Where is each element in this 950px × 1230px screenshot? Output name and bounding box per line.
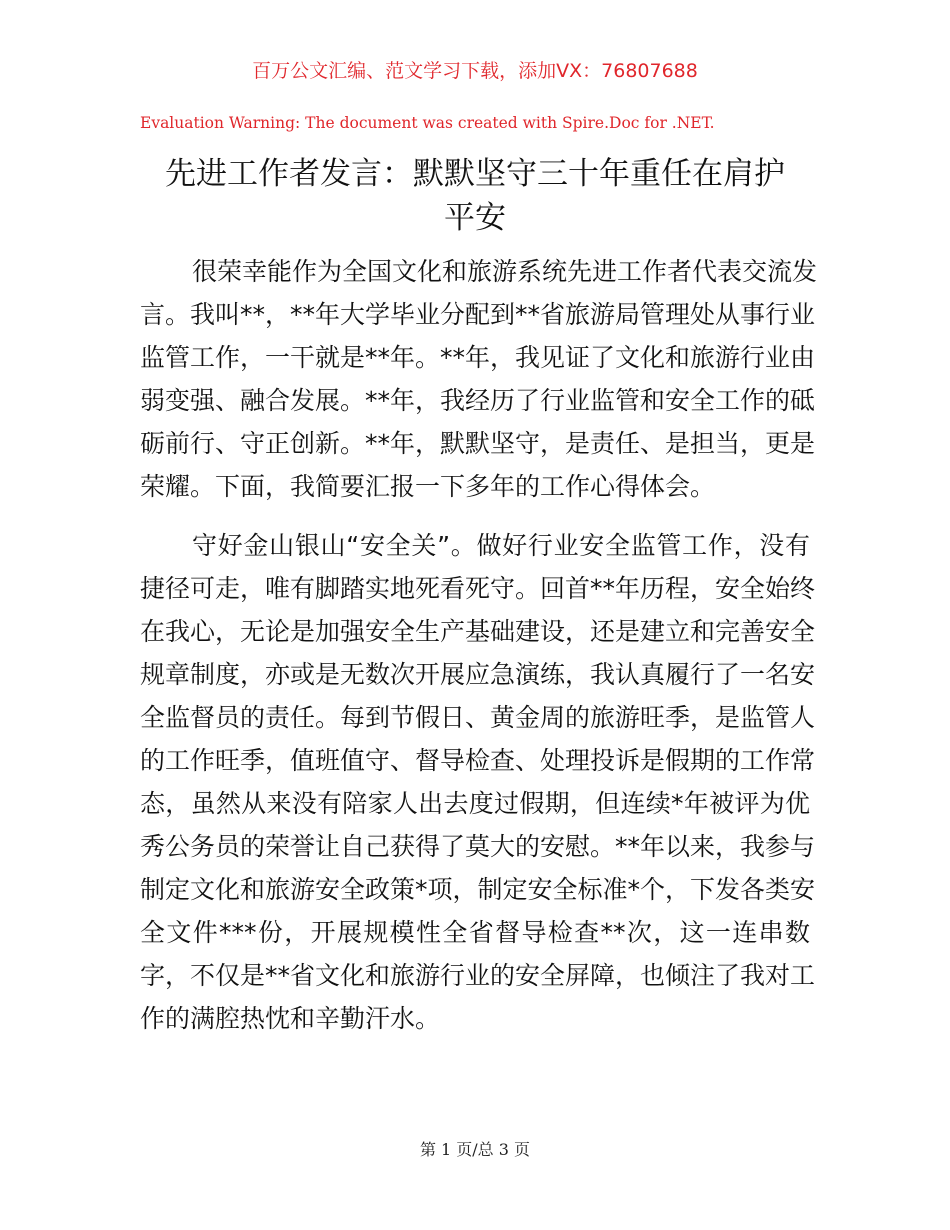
text-line: 砺前行、守正创新。**年，默默坚守，是责任、是担当，更是 bbox=[140, 429, 816, 458]
evaluation-warning: Evaluation Warning: The document was created with Spire.Doc for .NET. bbox=[140, 114, 715, 132]
page-number: 第 1 页/总 3 页 bbox=[419, 1140, 531, 1159]
text-line: 弱变强、融合发展。**年，我经历了行业监管和安全工作的砥 bbox=[140, 386, 816, 415]
title-line: 平安 bbox=[444, 200, 506, 236]
text-line: 态，虽然从来没有陪家人出去度过假期，但连续*年被评为优 bbox=[140, 789, 810, 818]
text-line: 全文件***份，开展规模性全省督导检查**次，这一连串数 bbox=[140, 918, 810, 947]
text-line: 捷径可走，唯有脚踏实地死看死守。回首**年历程，安全始终 bbox=[140, 574, 816, 603]
text-line: 监管工作，一干就是**年。**年，我见证了文化和旅游行业由 bbox=[140, 343, 816, 372]
text-line: 规章制度，亦或是无数次开展应急演练，我认真履行了一名安 bbox=[140, 660, 816, 689]
text-line: 全监督员的责任。每到节假日、黄金周的旅游旺季，是监管人 bbox=[140, 703, 816, 732]
document-title bbox=[120, 152, 830, 240]
paragraph-1 bbox=[140, 250, 818, 508]
promo-banner: 百万公文汇编、范文学习下载，添加VX：76807688 bbox=[252, 60, 698, 82]
text-line: 字，不仅是**省文化和旅游行业的安全屏障，也倾注了我对工 bbox=[140, 961, 816, 990]
text-line: 秀公务员的荣誉让自己获得了莫大的安慰。**年以来，我参与 bbox=[140, 832, 816, 861]
text-line: 守好金山银山“安全关”。做好行业安全监管工作，没有 bbox=[192, 531, 810, 560]
title-line: 先进工作者发言：默默坚守三十年重任在肩护 bbox=[165, 156, 785, 192]
paragraph-2 bbox=[140, 524, 816, 1040]
text-line: 的工作旺季，值班值守、督导检查、处理投诉是假期的工作常 bbox=[140, 746, 816, 775]
text-line: 制定文化和旅游安全政策*项，制定安全标准*个，下发各类安 bbox=[140, 875, 816, 904]
text-line: 很荣幸能作为全国文化和旅游系统先进工作者代表交流发 bbox=[192, 257, 818, 286]
text-line: 在我心，无论是加强安全生产基础建设，还是建立和完善安全 bbox=[140, 617, 816, 646]
text-line: 作的满腔热忱和辛勤汗水。 bbox=[140, 1004, 441, 1033]
text-line: 荣耀。下面，我简要汇报一下多年的工作心得体会。 bbox=[140, 472, 716, 501]
text-line: 言。我叫**，**年大学毕业分配到**省旅游局管理处从事行业 bbox=[140, 300, 816, 329]
